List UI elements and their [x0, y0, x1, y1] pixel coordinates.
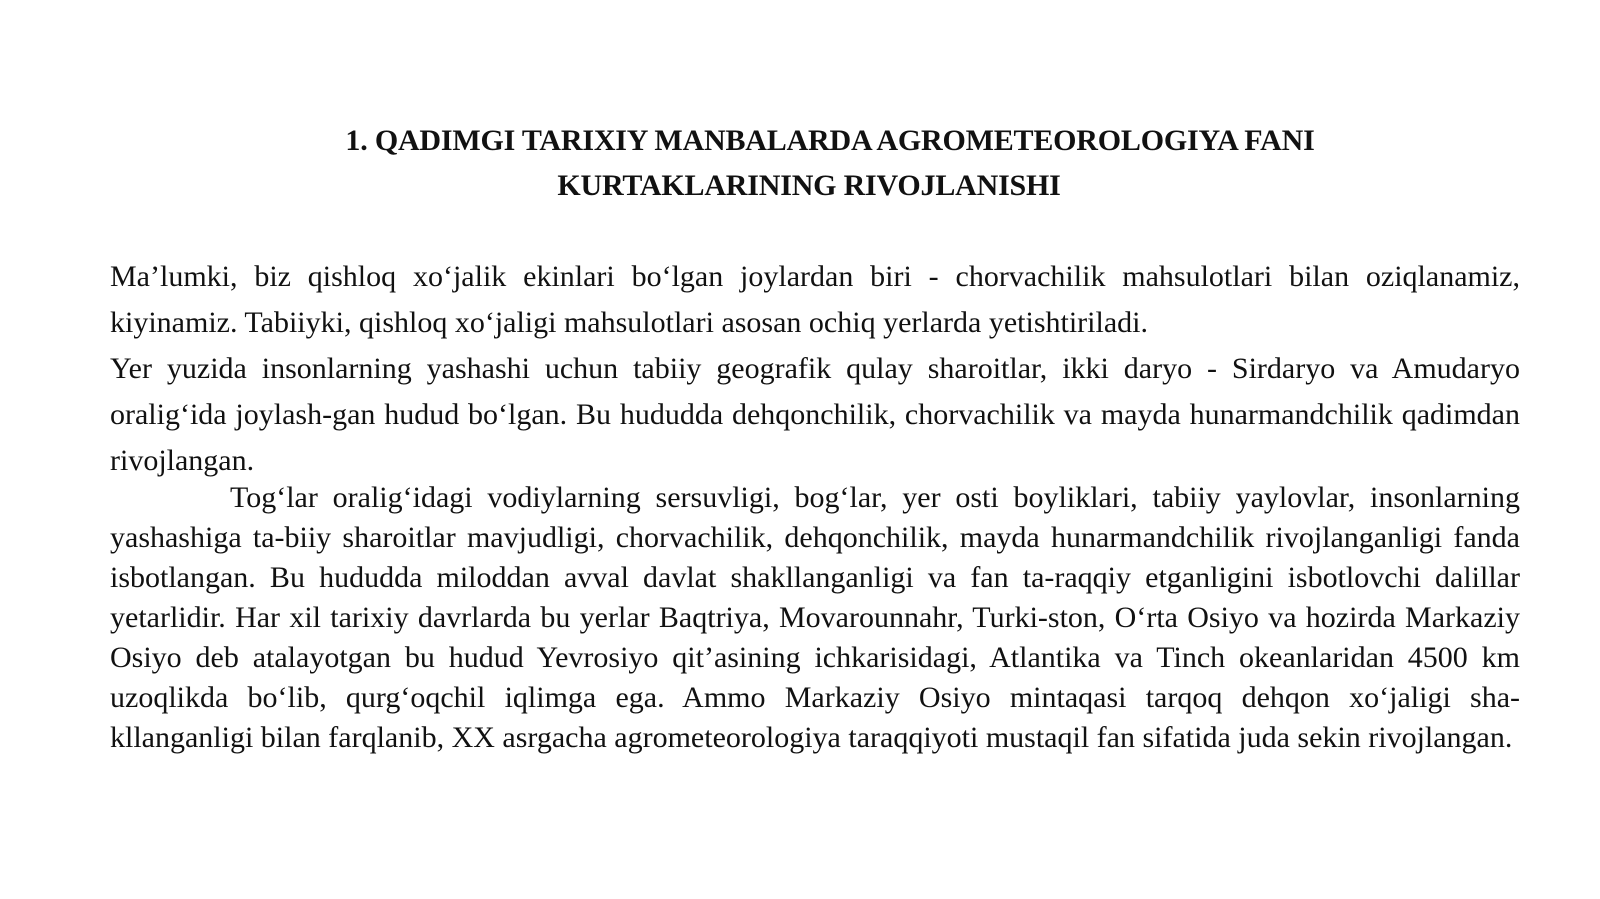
page-title	[0, 118, 1600, 208]
title-line-1: 1. QADIMGI TARIXIY MANBALARDA AGROMETEOROLOGIYA FANI	[345, 124, 1315, 157]
paragraph-2: Yer yuzida insonlarning yashashi uchun tabiiy geografik qulay sharoitlar, ikki daryo - Sirdaryo va Amudaryo oralig‘ida joylash-gan hudud bo‘lgan. Bu hududda dehqonchilik, chorvachilik va mayda hunarmandchilik qadimdan rivojlangan.	[110, 352, 1520, 477]
paragraph-3: Tog‘lar oralig‘idagi vodiylarning sersuvligi, bog‘lar, yer osti boyliklari, tabiiy yaylovlar, insonlarning yashashiga ta-biiy sharoitlar mavjudligi, chorvachilik, dehqonchilik, mayda hunarmandchilik rivojlanganligi fanda isbotlangan. Bu hududda miloddan avval davlat shakllanganligi va fan ta-raqqiy etganligini isbotlovchi dalillar yetarlidir. Har xil tarixiy davrlarda bu yerlar Baqtriya, Movarounnahr, Turki-ston, O‘rta Osiyo va hozirda Markaziy Osiyo deb atalayotgan bu hudud Yevrosiyo qit’asining ichkarisidagi, Atlantika va Tinch okeanlaridan 4500 km uzoqlikda bo‘lib, qurg‘oqchil iqlimga ega. Ammo Markaziy Osiyo mintaqasi tarqoq dehqon xo‘jaligi sha-kllanganligi bilan farqlanib, XX asrgacha agrometeorologiya taraqqiyoti mustaqil fan sifatida juda sekin rivojlangan.	[110, 481, 1520, 754]
body-text	[110, 254, 1520, 758]
paragraph-1: Ma’lumki, biz qishloq xo‘jalik ekinlari bo‘lgan joylardan biri - chorvachilik mahsulotlari bilan oziqlanamiz, kiyinamiz. Tabiiyki, qishloq xo‘jaligi mahsulotlari asosan ochiq yerlarda yetishtiriladi.	[110, 260, 1520, 339]
title-line-2: KURTAKLARINING RIVOJLANISHI	[557, 169, 1061, 202]
